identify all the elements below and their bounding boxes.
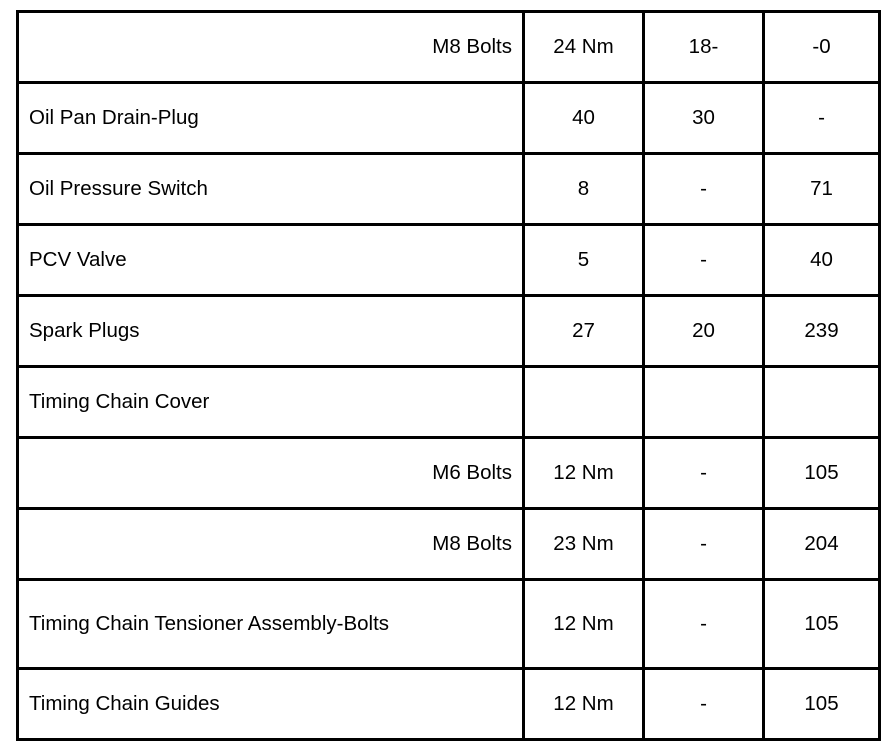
row-value-1: 27	[524, 296, 644, 367]
table-row	[18, 83, 880, 154]
row-label: Timing Chain Tensioner Assembly-Bolts	[18, 580, 524, 669]
row-label: Timing Chain Guides	[18, 669, 524, 740]
table-row	[18, 509, 880, 580]
table-row	[18, 12, 880, 83]
row-label: M8 Bolts	[18, 12, 524, 83]
row-value-3: 71	[764, 154, 880, 225]
table-row	[18, 438, 880, 509]
row-label: Oil Pan Drain-Plug	[18, 83, 524, 154]
row-value-1: 12 Nm	[524, 580, 644, 669]
torque-spec-table	[16, 10, 881, 741]
row-value-3: -0	[764, 12, 880, 83]
row-value-2: -	[644, 580, 764, 669]
table-row	[18, 225, 880, 296]
row-value-1: 8	[524, 154, 644, 225]
row-value-3: 105	[764, 669, 880, 740]
table-row	[18, 669, 880, 740]
row-value-1: 5	[524, 225, 644, 296]
row-value-3	[764, 367, 880, 438]
row-value-2: 20	[644, 296, 764, 367]
row-value-2: -	[644, 669, 764, 740]
row-value-1: 24 Nm	[524, 12, 644, 83]
table-body	[18, 12, 880, 740]
row-value-3: 105	[764, 580, 880, 669]
table-row	[18, 154, 880, 225]
row-value-2	[644, 367, 764, 438]
row-value-3: 105	[764, 438, 880, 509]
row-value-3: -	[764, 83, 880, 154]
row-value-2: -	[644, 154, 764, 225]
row-label: Oil Pressure Switch	[18, 154, 524, 225]
row-value-1	[524, 367, 644, 438]
table-row	[18, 296, 880, 367]
table-row	[18, 367, 880, 438]
row-value-3: 239	[764, 296, 880, 367]
row-value-1: 23 Nm	[524, 509, 644, 580]
row-value-3: 204	[764, 509, 880, 580]
row-value-1: 40	[524, 83, 644, 154]
row-value-2: -	[644, 225, 764, 296]
row-value-2: -	[644, 438, 764, 509]
row-label: Spark Plugs	[18, 296, 524, 367]
row-value-2: 30	[644, 83, 764, 154]
row-label: PCV Valve	[18, 225, 524, 296]
row-value-2: -	[644, 509, 764, 580]
row-label: M6 Bolts	[18, 438, 524, 509]
table-row	[18, 580, 880, 669]
row-value-3: 40	[764, 225, 880, 296]
row-value-1: 12 Nm	[524, 669, 644, 740]
row-label: Timing Chain Cover	[18, 367, 524, 438]
row-label: M8 Bolts	[18, 509, 524, 580]
row-value-2: 18-	[644, 12, 764, 83]
row-value-1: 12 Nm	[524, 438, 644, 509]
